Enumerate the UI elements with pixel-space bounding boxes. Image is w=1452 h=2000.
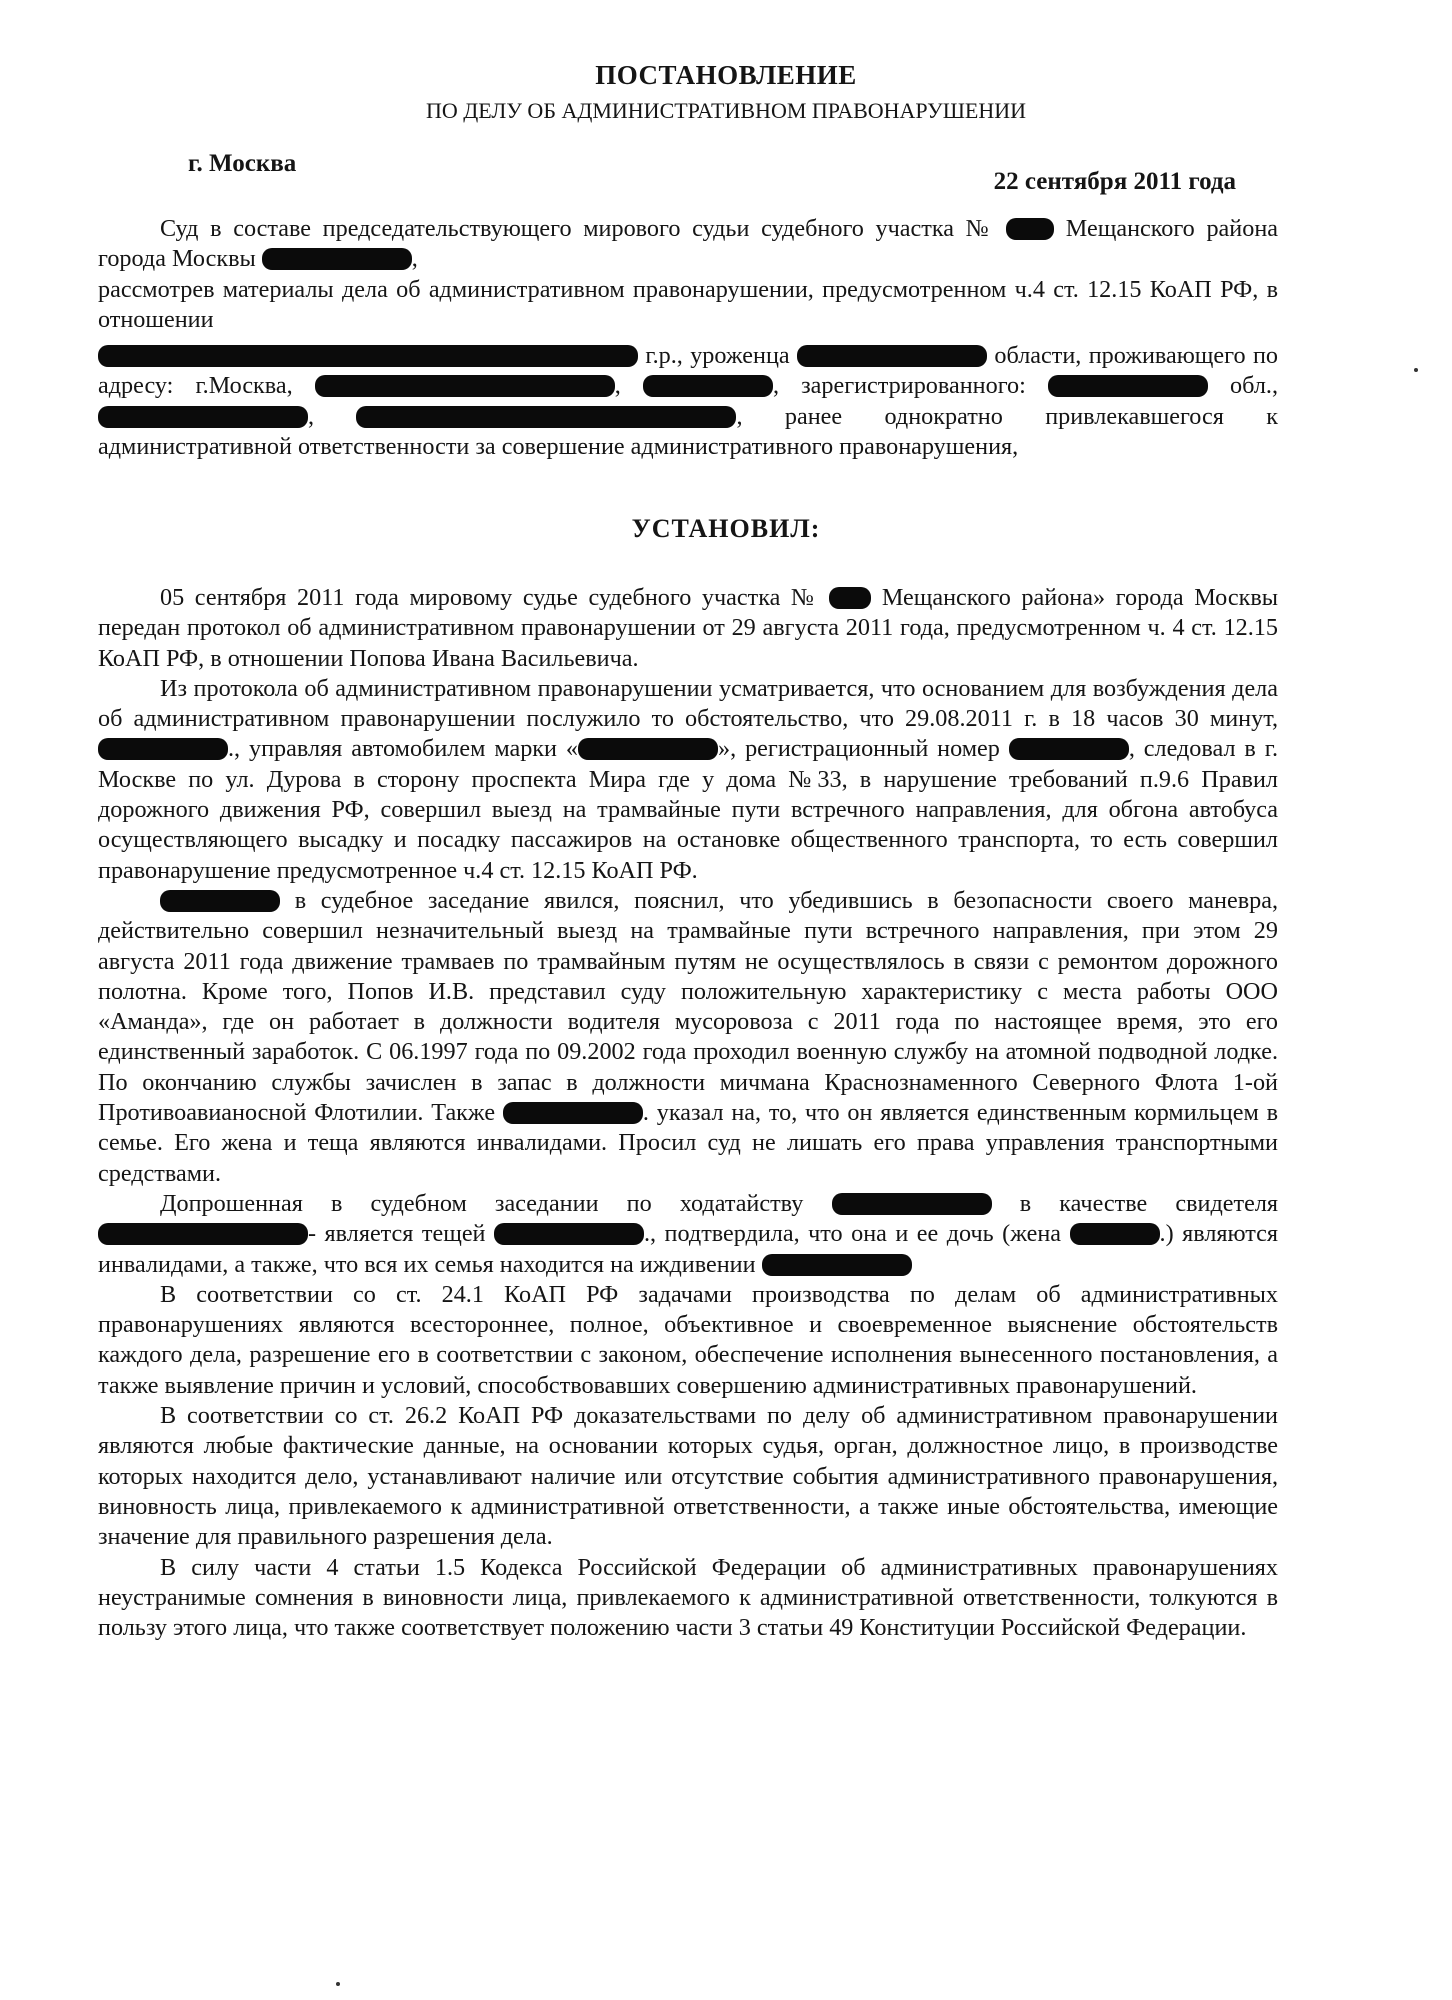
- body-text: .) являются инвалидами, а также, что вся их семья находится на иждивении: [98, 1220, 1279, 1278]
- redaction-block: [643, 375, 773, 397]
- body-paragraph-5: [98, 1280, 1278, 1401]
- redaction-block: [762, 1254, 912, 1276]
- intro-text: , ранее однократно привлекавшегося к административной ответственности за совершение административного правонарушения,: [98, 402, 1278, 461]
- body-paragraph-1: [98, 583, 1278, 674]
- intro-text: рассмотрев материалы дела об административном правонарушении, предусмотренном ч.4 ст. 12.15 КоАП РФ, в отношении: [98, 275, 1278, 333]
- body-paragraph-4: [98, 1189, 1278, 1280]
- redaction-block: [1048, 375, 1208, 397]
- body-text: Мещанского района» города Москвы передан протокол об административном правонарушении от 29 августа 2011 года, предусмотренном ч. 4 ст. 12.15 КоАП РФ, в отношении Попова Ивана Васильевича.: [98, 584, 1279, 672]
- redaction-block: [160, 890, 280, 912]
- redaction-block: [797, 345, 987, 367]
- redaction-block: [356, 406, 736, 428]
- body-text: - является тещей: [308, 1220, 486, 1248]
- intro-text: области, проживающего по адресу: г.Москва,: [98, 342, 1278, 400]
- body-text: ., управляя автомобилем марки «: [228, 735, 579, 763]
- body-text: », регистрационный номер: [718, 735, 1000, 763]
- redaction-block: [98, 345, 638, 367]
- intro-text: обл.,: [1230, 372, 1278, 400]
- intro-text: Суд в составе председательствующего мирового судьи судебного участка №: [160, 215, 995, 242]
- body-text: в качестве свидетеля: [1019, 1189, 1279, 1217]
- redaction-block: [503, 1102, 643, 1124]
- city-label: г. Москва: [188, 150, 297, 177]
- redaction-block: [1006, 218, 1054, 240]
- body-paragraph-7: [98, 1553, 1278, 1644]
- intro-text: ,: [614, 372, 621, 400]
- body-text: Допрошенная в судебном заседании по ходатайству: [160, 1189, 804, 1217]
- body-text: 05 сентября 2011 года мировому судье судебного участка №: [160, 584, 819, 611]
- intro-court-paragraph: [98, 214, 1278, 275]
- redaction-block: [494, 1223, 644, 1245]
- body-paragraph-6: [98, 1401, 1278, 1552]
- intro-text: Мещанского района города Москвы: [98, 215, 1279, 273]
- intro-section: [98, 214, 1278, 462]
- redaction-block: [829, 587, 871, 609]
- document-title: ПОСТАНОВЛЕНИЕ: [595, 60, 857, 90]
- intro-materials-paragraph: [98, 275, 1278, 336]
- intro-person-paragraph: [98, 341, 1278, 462]
- redaction-block: [98, 406, 308, 428]
- redaction-block: [578, 738, 718, 760]
- scan-speck: [336, 1982, 340, 1986]
- redaction-block: [262, 248, 412, 270]
- redaction-block: [98, 738, 228, 760]
- redaction-block: [832, 1193, 992, 1215]
- redaction-block: [315, 375, 615, 397]
- section-heading: УСТАНОВИЛ:: [631, 514, 821, 543]
- body-paragraph-3: [98, 886, 1278, 1189]
- scan-speck: [1414, 368, 1418, 372]
- redaction-block: [1009, 738, 1129, 760]
- intro-text: ,: [308, 402, 315, 430]
- document-date: 22 сентября 2011 года: [993, 168, 1236, 195]
- document-subtitle: ПО ДЕЛУ ОБ АДМИНИСТРАТИВНОМ ПРАВОНАРУШЕНИИ: [426, 98, 1026, 123]
- redaction-block: [98, 1223, 308, 1245]
- body-text: . указал на, то, что он является единственным кормильцем в семье. Его жена и теща являются инвалидами. Просил суд не лишать его права управления транспортными средствами.: [98, 1099, 1278, 1187]
- body-paragraph-2: [98, 674, 1278, 886]
- body-text: В силу части 4 статьи 1.5 Кодекса Российской Федерации об административных правонарушениях неустранимые сомнения в виновности лица, привлекаемого к административной ответственности, толкуются в пользу этого лица, что также соответствует положению части 3 статьи 49 Конституции Российской Федерации.: [98, 1553, 1278, 1642]
- body-text: Из протокола об административном правонарушении усматривается, что основанием для возбуждения дела об административном правонарушении послужило то обстоятельство, что 29.08.2011 г. в 18 часов 30 минут,: [98, 674, 1278, 733]
- main-section: [98, 583, 1278, 1643]
- intro-text: ,: [411, 245, 418, 273]
- body-text: в судебное заседание явился, пояснил, что убедившись в безопасности своего маневра, действительно совершил незначительный выезд на трамвайные пути встречного направления, при этом 29 августа 2011 года движение трамваев по трамвайным путям не осуществлялось в связи с ремонтом дорожного полотна. Кроме того, Попов И.В. представил суду положительную характеристику с места работы ООО «Аманда», где он работает в должности водителя мусоровоза с 2011 года по настоящее время, это его единственный заработок. С 06.1997 года по 09.2002 года проходил военную службу на атомной подводной лодке. По окончанию службы зачислен в запас в должности мичмана Краснознаменного Северного Флота 1-ой Противоавианосной Флотилии. Также: [98, 886, 1278, 1127]
- body-text: В соответствии со ст. 26.2 КоАП РФ доказательствами по делу об административном правонарушении являются любые фактические данные, на основании которых судья, орган, должностное лицо, в производстве которых находится дело, устанавливают наличие или отсутствие события административного правонарушения, виновность лица, привлекаемого к административной ответственности, а также иные обстоятельства, имеющие значение для правильного разрешения дела.: [98, 1402, 1278, 1551]
- body-text: , следовал в г. Москве по ул. Дурова в сторону проспекта Мира где у дома №33, в нарушение требований п.9.6 Правил дорожного движения РФ, совершил выезд на трамвайные пути встречного направления, для обгона автобуса осуществляющего высадку и посадку пассажиров на остановке общественного транспорта, то есть совершил правонарушение предусмотренное ч.4 ст. 12.15 КоАП РФ.: [98, 735, 1279, 884]
- redaction-block: [1070, 1223, 1160, 1245]
- intro-text: , зарегистрированного:: [772, 372, 1026, 400]
- body-text: ., подтвердила, что она и ее дочь (жена: [643, 1220, 1062, 1248]
- intro-text: г.р., уроженца: [645, 342, 790, 370]
- body-text: В соответствии со ст. 24.1 КоАП РФ задачами производства по делам об административных правонарушениях являются всестороннее, полное, объективное и своевременное выяснение обстоятельств каждого дела, разрешение его в соответствии с законом, обеспечение исполнения вынесенного постановления, а также выявление причин и условий, способствовавших совершению административных правонарушений.: [98, 1280, 1278, 1399]
